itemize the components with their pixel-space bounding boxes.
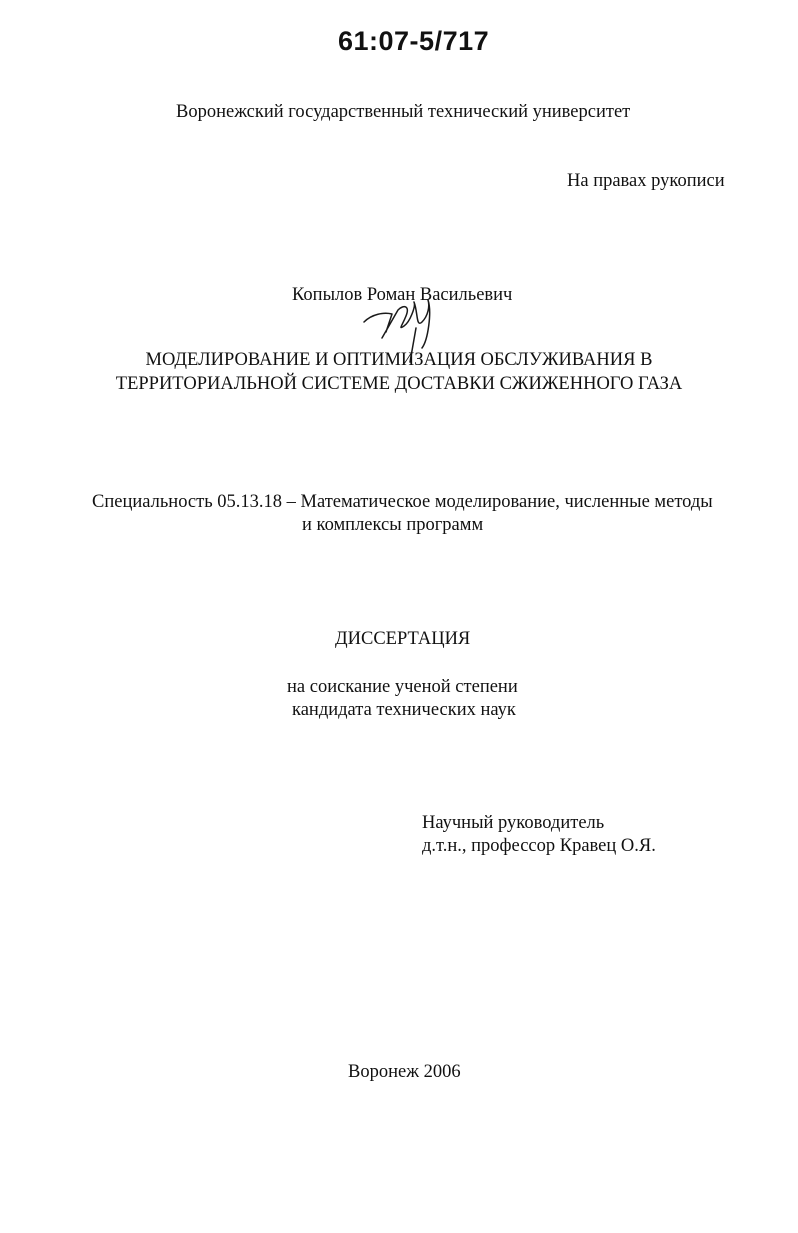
specialty-line-2: и комплексы программ	[302, 515, 484, 535]
catalog-number: 61:07-5/717	[338, 26, 490, 56]
supervisor-label: Научный руководитель	[422, 813, 605, 833]
city-year: Воронеж 2006	[348, 1062, 461, 1082]
handwritten-signature	[358, 292, 448, 372]
document-type: ДИССЕРТАЦИЯ	[335, 629, 471, 649]
degree-line-2: кандидата технических наук	[292, 700, 516, 720]
degree-line-1: на соискание ученой степени	[287, 677, 518, 697]
author-name: Копылов Роман Васильевич	[292, 285, 513, 305]
supervisor-name: д.т.н., профессор Кравец О.Я.	[422, 836, 656, 856]
title-line: МОДЕЛИРОВАНИЕ И ОПТИМИЗАЦИЯ ОБСЛУЖИВАНИЯ В	[145, 350, 653, 370]
title-line: ТЕРРИТОРИАЛЬНОЙ СИСТЕМЕ ДОСТАВКИ СЖИЖЕННОГО ГАЗА	[115, 374, 683, 394]
specialty-line-1: Специальность 05.13.18 – Математическое моделирование, численные методы	[92, 492, 713, 512]
university-name: Воронежский государственный технический университет	[176, 102, 631, 122]
rights-note: На правах рукописи	[567, 171, 725, 191]
